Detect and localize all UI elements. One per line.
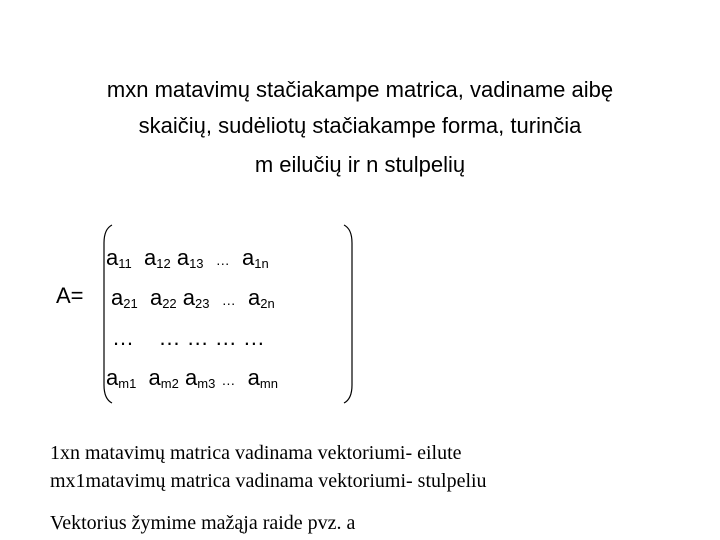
matrix-entry: $a_{1n}$ — [242, 245, 269, 271]
definition-line-3: m eilučių ir n stulpelių — [254, 152, 466, 177]
matrix-ellipsis: … — [158, 325, 181, 350]
matrix-ellipsis: … — [221, 372, 236, 388]
matrix-label: A= — [56, 283, 84, 308]
matrix-ellipsis: … — [221, 292, 236, 308]
definition-line-2: skaičių, sudėliotų stačiakampe forma, turinčia — [138, 113, 582, 138]
matrix-right-bracket — [340, 223, 360, 405]
matrix-entry: $a_{mn}$ — [247, 365, 278, 391]
matrix-entry: $a_{12}$ — [143, 245, 171, 271]
matrix-entry: $a_{21}$ — [111, 285, 138, 311]
matrix-entry: $a_{11}$ — [106, 245, 132, 271]
matrix-ellipsis: … — [215, 252, 230, 268]
matrix-ellipsis: … — [186, 325, 209, 350]
matrix-row-4 — [106, 365, 278, 391]
matrix-entry: $a_{2n}$ — [247, 285, 275, 311]
definition-text — [40, 72, 680, 144]
note-row-vector: 1xn matavimų matrica vadinama vektoriumi- eilute — [50, 442, 462, 464]
note-column-vector: mx1matavimų matrica vadinama vektoriumi- stulpeliu — [50, 470, 487, 492]
matrix-entry: $a_{m1}$ — [106, 365, 137, 391]
matrix-entry: $a_{m3}$ — [184, 365, 216, 391]
matrix-entry: $a_{13}$ — [176, 245, 204, 271]
matrix-row-2 — [111, 285, 275, 311]
definition-line-1: mxn matavimų stačiakampe matrica, vadiname aibę — [106, 77, 614, 102]
matrix-row-3 — [112, 325, 265, 351]
matrix-entry: $a_{23}$ — [182, 285, 210, 311]
matrix-entry: $a_{m2}$ — [148, 365, 179, 391]
matrix-ellipsis: … — [112, 325, 134, 350]
matrix-ellipsis: … … — [214, 325, 265, 350]
matrix-row-1 — [106, 245, 269, 271]
matrix-entry: $a_{22}$ — [149, 285, 177, 311]
note-vector-notation: Vektorius žymime mažąja raide pvz. a — [50, 512, 356, 534]
